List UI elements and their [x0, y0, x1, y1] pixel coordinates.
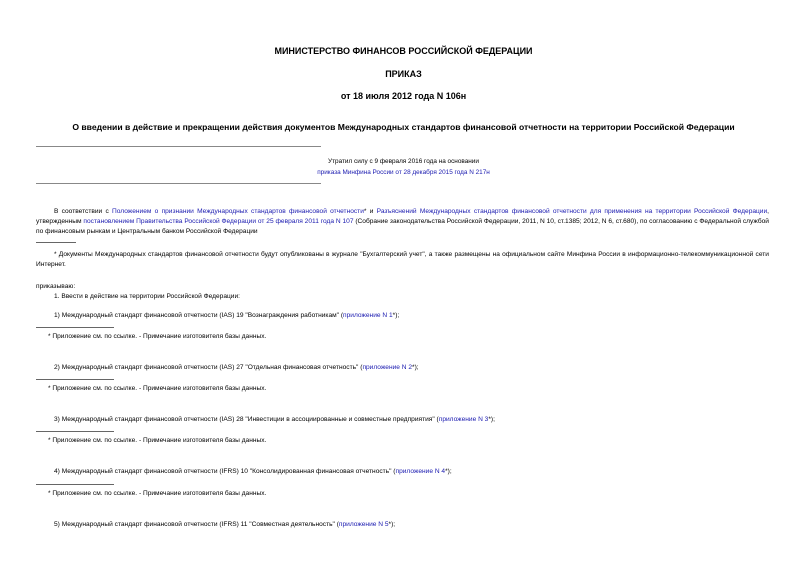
- divider-bottom: [36, 183, 321, 184]
- appendix-link[interactable]: приложение N 1: [343, 312, 393, 319]
- order-heading: ПРИКАЗ: [385, 69, 422, 79]
- clarifications-link[interactable]: Разъяснений Международных стандартов финансовой отчетности для применения на территории Российской Федерации: [376, 208, 768, 215]
- ministry-heading: МИНИСТЕРСТВО ФИНАНСОВ РОССИЙСКОЙ ФЕДЕРАЦИИ: [274, 46, 533, 56]
- list-item: [54, 363, 419, 373]
- note-rule: [36, 327, 114, 328]
- appendix-link[interactable]: приложение N 5: [338, 521, 389, 528]
- item-text: 3) Международный стандарт финансовой отчетности (IAS) 28 "Инвестиции в ассоциированные и совместные предприятия" (: [54, 416, 439, 423]
- database-note: * Приложение см. по ссылке. - Примечание изготовителя базы данных.: [48, 490, 267, 497]
- regulation-link[interactable]: Положением о признании Международных стандартов финансовой отчетности: [112, 208, 364, 215]
- note-rule: [36, 379, 114, 380]
- item-tail: *);: [412, 364, 419, 371]
- item-text: 4) Международный стандарт финансовой отчетности (IFRS) 10 "Консолидированная финансовая отчетность" (: [54, 468, 396, 475]
- preamble-text-3: , утвержденным: [36, 208, 770, 225]
- list-item: [54, 467, 452, 477]
- item-tail: *);: [388, 521, 396, 528]
- appendix-link[interactable]: приложение N 4: [395, 468, 446, 475]
- item-text: 5) Международный стандарт финансовой отчетности (IFRS) 11 "Совместная деятельность" (: [54, 521, 339, 528]
- footnote-rule: [36, 242, 76, 243]
- item-text: 2) Международный стандарт финансовой отчетности (IAS) 27 "Отдельная финансовая отчетность" (: [54, 364, 363, 371]
- database-note: * Приложение см. по ссылке. - Примечание изготовителя базы данных.: [48, 333, 267, 340]
- divider-top: [36, 146, 321, 147]
- appendix-link[interactable]: приложение N 2: [362, 364, 413, 371]
- item-tail: *);: [445, 468, 452, 475]
- order-word: приказываю:: [36, 283, 76, 290]
- list-item: [54, 311, 399, 321]
- preamble-text-4: (Собрание законодательства Российской Федерации, 2011, N 10, ст.1385; 2012, N 6, ст.680), по согласованию с Федеральной службой по финансовым рынкам и Центральным банком Российской Федерации: [36, 218, 769, 235]
- list-item: [54, 415, 495, 425]
- preamble-paragraph: [36, 207, 769, 237]
- note-rule: [36, 431, 114, 432]
- list-item: [54, 520, 395, 530]
- status-link[interactable]: приказа Минфина России от 28 декабря 2015 года N 217н: [317, 169, 490, 176]
- database-note: * Приложение см. по ссылке. - Примечание изготовителя базы данных.: [48, 437, 267, 444]
- database-note: * Приложение см. по ссылке. - Примечание изготовителя базы данных.: [48, 385, 267, 392]
- preamble-text-2: * и: [363, 208, 377, 215]
- note-rule: [36, 484, 114, 485]
- order-date-number: от 18 июля 2012 года N 106н: [340, 91, 467, 101]
- item-tail: *);: [392, 312, 400, 319]
- footnote-main: * Документы Международных стандартов финансовой отчетности будут опубликованы в журнале "Бухгалтерский учет", а также размещены на официальном сайте Минфина России в информационно-телекоммуникационной сети Интернет.: [36, 251, 769, 268]
- appendix-link[interactable]: приложение N 3: [438, 416, 489, 423]
- item-tail: *);: [488, 416, 495, 423]
- status-note: Утратил силу с 9 февраля 2016 года на основании: [328, 158, 479, 165]
- document-title: О введении в действие и прекращении действия документов Международных стандартов финансовой отчетности на территории Российской Федерации: [72, 122, 735, 132]
- government-decree-link[interactable]: постановлением Правительства Российской Федерации от 25 февраля 2011 года N 107: [83, 218, 354, 225]
- item1-intro: 1. Ввести в действие на территории Российской Федерации:: [54, 293, 240, 300]
- item-text: 1) Международный стандарт финансовой отчетности (IAS) 19 "Вознаграждения работникам" (: [54, 312, 344, 319]
- preamble-text-1: В соответствии с: [54, 208, 113, 215]
